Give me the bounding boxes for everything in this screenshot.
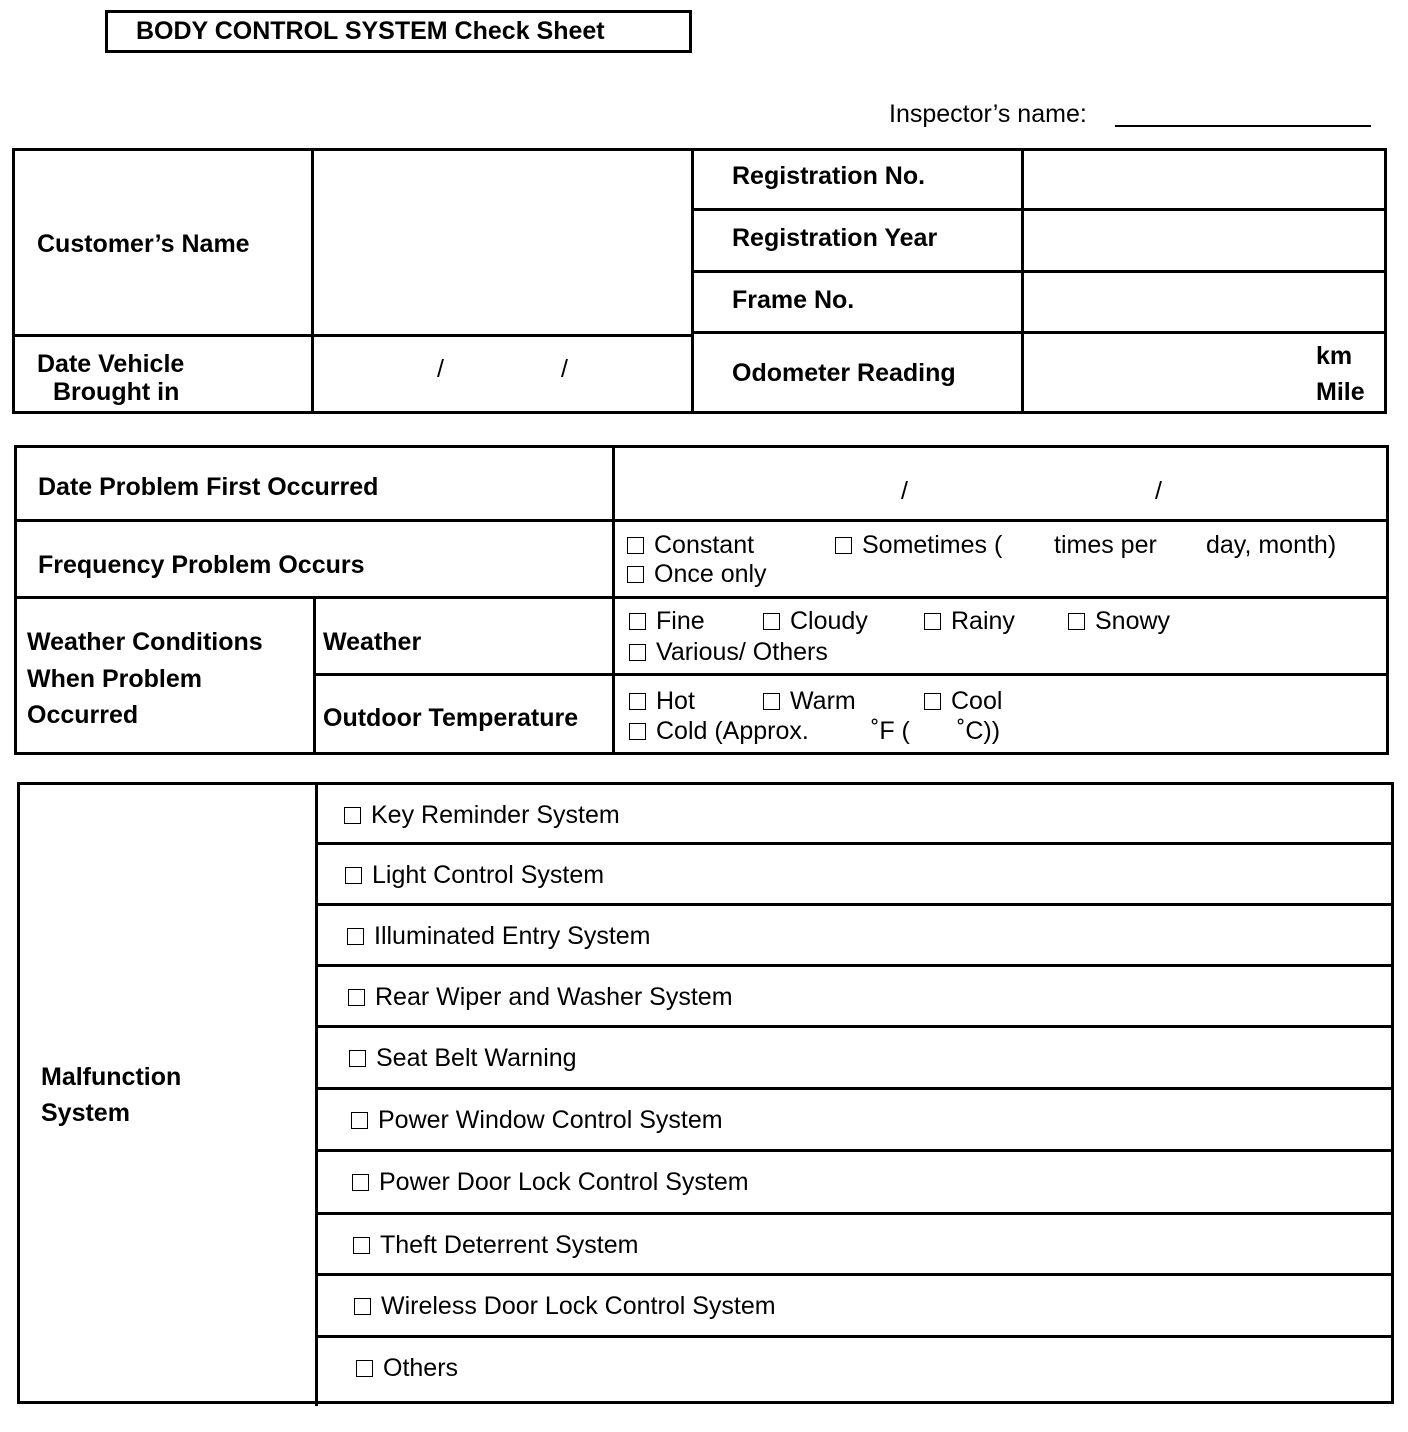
divider bbox=[691, 270, 1387, 273]
day-month-label: day, month) bbox=[1206, 531, 1337, 559]
checkbox[interactable] bbox=[349, 1050, 366, 1067]
option-label: Cool bbox=[951, 687, 1003, 715]
option-label: Sometimes ( bbox=[862, 531, 1003, 559]
divider bbox=[612, 445, 615, 755]
checkbox[interactable] bbox=[763, 693, 780, 710]
divider bbox=[14, 596, 1389, 599]
celsius-label: ˚C)) bbox=[957, 717, 1001, 745]
times-per-label: times per bbox=[1054, 531, 1157, 559]
divider bbox=[14, 519, 1389, 522]
option-label: Various/ Others bbox=[656, 638, 828, 666]
divider bbox=[12, 334, 694, 337]
option-label: Fine bbox=[656, 607, 705, 635]
divider bbox=[311, 148, 314, 414]
divider bbox=[315, 1273, 1394, 1276]
divider bbox=[1021, 148, 1024, 414]
registration-no-label: Registration No. bbox=[732, 162, 926, 190]
checkbox[interactable] bbox=[353, 1237, 370, 1254]
divider bbox=[315, 903, 1394, 906]
divider bbox=[691, 208, 1387, 211]
checkbox[interactable] bbox=[347, 928, 364, 945]
malfunction-item-label: Seat Belt Warning bbox=[376, 1044, 577, 1072]
divider bbox=[313, 673, 1389, 676]
malfunction-label-2: System bbox=[41, 1099, 130, 1127]
frame-no-label: Frame No. bbox=[732, 286, 855, 314]
option-rainy[interactable] bbox=[924, 606, 1015, 636]
option-cloudy[interactable] bbox=[763, 606, 868, 636]
malfunction-item[interactable] bbox=[354, 1291, 776, 1321]
malfunction-item-label: Power Window Control System bbox=[378, 1106, 723, 1134]
checkbox[interactable] bbox=[924, 693, 941, 710]
date-slash: / bbox=[901, 477, 908, 505]
page-title: BODY CONTROL SYSTEM Check Sheet bbox=[136, 17, 605, 45]
checkbox[interactable] bbox=[629, 723, 646, 740]
divider bbox=[315, 782, 318, 1406]
option-hot[interactable] bbox=[629, 686, 695, 716]
checkbox[interactable] bbox=[345, 867, 362, 884]
option-various[interactable] bbox=[629, 637, 828, 667]
checkbox[interactable] bbox=[351, 1112, 368, 1129]
weather-group-label: Occurred bbox=[27, 701, 139, 729]
date-slash: / bbox=[561, 355, 568, 383]
divider bbox=[313, 597, 316, 755]
malfunction-item-label: Wireless Door Lock Control System bbox=[381, 1292, 776, 1320]
malfunction-item-label: Theft Deterrent System bbox=[380, 1231, 639, 1259]
option-warm[interactable] bbox=[763, 686, 856, 716]
date-first-label: Date Problem First Occurred bbox=[38, 473, 379, 501]
checkbox[interactable] bbox=[348, 989, 365, 1006]
malfunction-item-label: Light Control System bbox=[372, 861, 605, 889]
malfunction-item[interactable] bbox=[347, 921, 651, 951]
inspector-label: Inspector’s name: bbox=[889, 100, 1087, 128]
option-label: Once only bbox=[654, 560, 767, 588]
malfunction-item[interactable] bbox=[356, 1353, 458, 1383]
checkbox[interactable] bbox=[352, 1174, 369, 1191]
km-unit: km bbox=[1316, 342, 1353, 370]
divider bbox=[691, 148, 694, 414]
option-sometimes[interactable] bbox=[835, 530, 1002, 560]
option-once-only[interactable] bbox=[627, 559, 767, 589]
odometer-label: Odometer Reading bbox=[732, 359, 956, 387]
weather-group-label: Weather Conditions bbox=[27, 628, 263, 656]
mile-unit: Mile bbox=[1316, 378, 1365, 406]
frequency-label: Frequency Problem Occurs bbox=[38, 551, 365, 579]
customer-name-label: Customer’s Name bbox=[37, 230, 250, 258]
checkbox[interactable] bbox=[629, 693, 646, 710]
option-fine[interactable] bbox=[629, 606, 705, 636]
weather-label: Weather bbox=[323, 628, 422, 656]
option-label: Snowy bbox=[1095, 607, 1171, 635]
checkbox[interactable] bbox=[1068, 613, 1085, 630]
date-slash: / bbox=[437, 355, 444, 383]
fahrenheit-label: ˚F ( bbox=[871, 717, 910, 745]
option-snowy[interactable] bbox=[1068, 606, 1170, 636]
malfunction-item-label: Power Door Lock Control System bbox=[379, 1168, 749, 1196]
option-label: Constant bbox=[654, 531, 755, 559]
outdoor-temp-label: Outdoor Temperature bbox=[323, 704, 579, 732]
checkbox[interactable] bbox=[629, 613, 646, 630]
option-label: Rainy bbox=[951, 607, 1015, 635]
divider bbox=[315, 1087, 1394, 1090]
malfunction-item-label: Illuminated Entry System bbox=[374, 922, 651, 950]
checkbox[interactable] bbox=[354, 1298, 371, 1315]
option-label: Cloudy bbox=[790, 607, 868, 635]
malfunction-item[interactable] bbox=[351, 1105, 723, 1135]
checkbox[interactable] bbox=[924, 613, 941, 630]
divider bbox=[315, 1212, 1394, 1215]
checkbox[interactable] bbox=[356, 1360, 373, 1377]
divider bbox=[315, 964, 1394, 967]
checkbox[interactable] bbox=[344, 807, 361, 824]
divider bbox=[315, 842, 1394, 845]
malfunction-item-label: Key Reminder System bbox=[371, 801, 620, 829]
malfunction-item-label: Others bbox=[383, 1354, 459, 1382]
malfunction-item[interactable] bbox=[353, 1230, 638, 1260]
date-brought-label-2: Brought in bbox=[53, 378, 180, 406]
inspector-name-field[interactable] bbox=[1115, 125, 1371, 127]
checkbox[interactable] bbox=[627, 537, 644, 554]
option-label: Hot bbox=[656, 687, 695, 715]
checkbox[interactable] bbox=[763, 613, 780, 630]
option-constant[interactable] bbox=[627, 530, 754, 560]
vehicle-info-table bbox=[12, 148, 1387, 414]
divider bbox=[315, 1025, 1394, 1028]
divider bbox=[691, 331, 1387, 334]
registration-year-label: Registration Year bbox=[732, 224, 938, 252]
option-cold[interactable] bbox=[629, 716, 809, 746]
malfunction-item[interactable] bbox=[348, 982, 733, 1012]
divider bbox=[315, 1149, 1394, 1152]
malfunction-item[interactable] bbox=[349, 1043, 577, 1073]
malfunction-item[interactable] bbox=[345, 860, 604, 890]
option-label: Cold (Approx. bbox=[656, 717, 809, 745]
malfunction-item[interactable] bbox=[344, 800, 620, 830]
option-label: Warm bbox=[790, 687, 856, 715]
divider bbox=[315, 1335, 1394, 1338]
malfunction-item[interactable] bbox=[352, 1167, 749, 1197]
checkbox[interactable] bbox=[835, 537, 852, 554]
date-slash: / bbox=[1155, 477, 1162, 505]
checkbox[interactable] bbox=[629, 644, 646, 661]
malfunction-label: Malfunction bbox=[41, 1063, 182, 1091]
malfunction-item-label: Rear Wiper and Washer System bbox=[375, 983, 733, 1011]
checkbox[interactable] bbox=[627, 566, 644, 583]
date-brought-label: Date Vehicle bbox=[37, 350, 185, 378]
option-cool[interactable] bbox=[924, 686, 1002, 716]
weather-group-label: When Problem bbox=[27, 665, 203, 693]
